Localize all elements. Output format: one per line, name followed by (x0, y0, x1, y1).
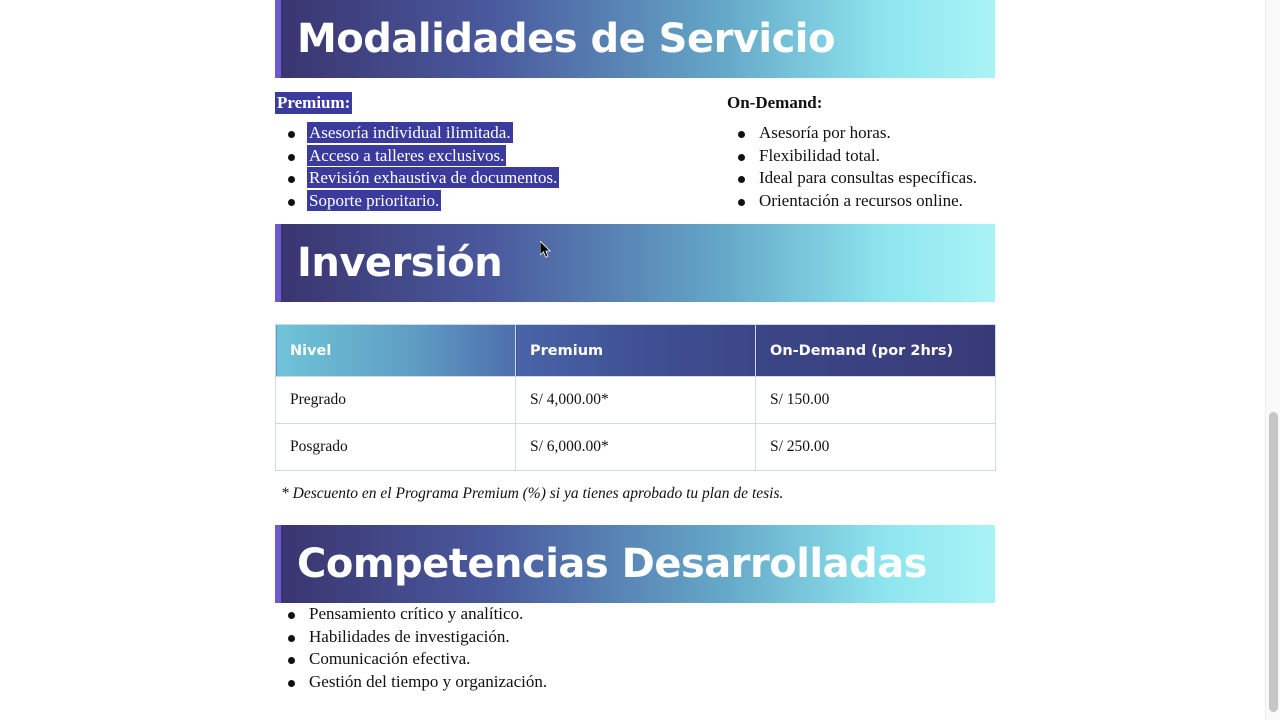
list-item-text: Acceso a talleres exclusivos. (309, 145, 505, 165)
list-item (275, 122, 635, 145)
table-cell: Posgrado (276, 424, 516, 471)
section-banner-inversion (275, 224, 995, 302)
list-item-text: Soporte prioritario. (309, 190, 440, 210)
list-item (725, 190, 995, 213)
table-header-cell-premium: Premium (516, 325, 756, 377)
list-item (275, 167, 635, 190)
list-item (275, 603, 995, 626)
list-competencias (275, 603, 995, 693)
table-row (276, 377, 996, 424)
list-item (275, 626, 995, 649)
column-on-demand (635, 86, 995, 212)
table-header-cell-on-demand: On-Demand (por 2hrs) (756, 325, 996, 377)
section-title: Modalidades de Servicio (297, 16, 835, 62)
list-item-text: Orientación a recursos online. (759, 190, 963, 210)
section-title: Inversión (297, 240, 503, 286)
list-item-text: Gestión del tiempo y organización. (309, 671, 548, 691)
list-item (275, 648, 995, 671)
section-title: Competencias Desarrolladas (297, 541, 928, 587)
column-heading-premium: Premium: (277, 93, 351, 112)
list-item (725, 122, 995, 145)
column-premium (275, 86, 635, 212)
section-banner-modalidades (275, 0, 995, 78)
table-cell: S/ 250.00 (756, 424, 996, 471)
list-item-text: Ideal para consultas específicas. (759, 168, 978, 187)
table-cell: S/ 150.00 (756, 377, 996, 424)
table-header-cell-nivel: Nivel (276, 325, 516, 377)
pricing-table (275, 324, 996, 471)
list-item-text: Comunicación efectiva. (309, 649, 471, 668)
document-body (275, 0, 995, 693)
table-header-row (276, 325, 996, 377)
list-item-text: Flexibilidad total. (759, 145, 880, 165)
list-item-text: Asesoría por horas. (759, 123, 891, 142)
list-item (275, 671, 995, 694)
list-item (275, 145, 635, 168)
table-cell: S/ 6,000.00* (516, 424, 756, 471)
section-banner-competencias (275, 525, 995, 603)
scrollbar-thumb[interactable] (1269, 412, 1278, 712)
list-premium (275, 122, 635, 212)
column-heading-on-demand: On-Demand: (727, 93, 823, 112)
list-on-demand (725, 122, 995, 212)
list-item (725, 167, 995, 190)
list-item-text: Asesoría individual ilimitada. (309, 123, 511, 142)
list-item (275, 190, 635, 213)
modalidades-columns (275, 78, 995, 212)
table-row (276, 424, 996, 471)
list-item-text: Pensamiento crítico y analítico. (309, 604, 524, 623)
pricing-footnote: * Descuento en el Programa Premium (%) si ya tienes aprobado tu plan de tesis. (281, 485, 784, 502)
list-item-text: Revisión exhaustiva de documentos. (309, 168, 558, 187)
list-item (725, 145, 995, 168)
table-cell: Pregrado (276, 377, 516, 424)
vertical-scrollbar[interactable] (1265, 0, 1280, 720)
table-cell: S/ 4,000.00* (516, 377, 756, 424)
list-item-text: Habilidades de investigación. (309, 626, 510, 646)
